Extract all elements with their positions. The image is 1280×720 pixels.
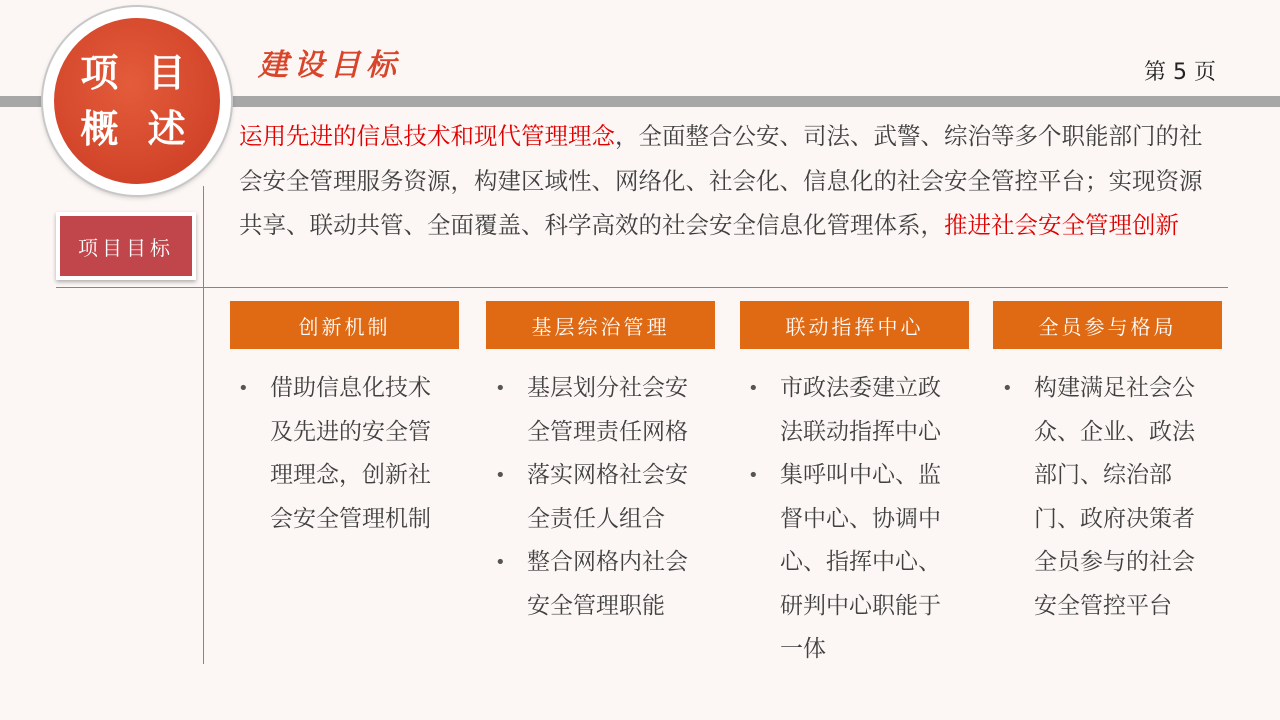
page-title: 建设目标 — [258, 48, 402, 83]
badge-line-1: 项 目 — [80, 50, 194, 95]
side-tab-label: 项目目标 — [60, 216, 192, 276]
side-tab-project-goal[interactable] — [56, 212, 196, 280]
list-item: • 构建满足社会公众、企业、政法部门、综治部门、政府决策者全员参与的社会安全管控平台 — [996, 367, 1196, 628]
list-item: • 市政法委建立政法联动指挥中心 — [742, 367, 942, 454]
intro-highlight-start: 运用先进的信息技术和现代管理理念 — [239, 122, 615, 150]
list-item: • 集呼叫中心、监督中心、协调中心、指挥中心、研判中心职能于一体 — [742, 454, 942, 672]
list-item: • 基层划分社会安全管理责任网格 — [489, 367, 689, 454]
column-list-innovation — [232, 367, 432, 541]
intro-paragraph — [239, 114, 1209, 248]
list-item: • 整合网格内社会安全管理职能 — [489, 541, 689, 628]
vertical-guide-line — [203, 186, 204, 664]
column-header-command-center: 联动指挥中心 — [740, 301, 969, 349]
page-number: 第 5 页 — [1144, 60, 1216, 85]
column-header-innovation: 创新机制 — [230, 301, 459, 349]
column-list-grassroots — [489, 367, 689, 628]
list-item: • 落实网格社会安全责任人组合 — [489, 454, 689, 541]
column-list-participation — [996, 367, 1196, 628]
column-header-participation: 全员参与格局 — [993, 301, 1222, 349]
badge-line-2: 概 述 — [80, 106, 194, 151]
intro-body: ，全面整合公安、司法、武警、综治等多个职能部门的社会安全管理服务资源，构建区域性、网络化、社会化、信息化的社会安全管控平台；实现资源共享、联动共管、全面覆盖、科学高效的社会安全信息化管理体系， — [239, 122, 1203, 239]
column-header-grassroots: 基层综治管理 — [486, 301, 715, 349]
column-list-command-center — [742, 367, 942, 672]
list-item: • 借助信息化技术及先进的安全管理理念，创新社会安全管理机制 — [232, 367, 432, 541]
section-badge — [54, 18, 220, 184]
horizontal-guide-line — [56, 287, 1228, 288]
intro-highlight-end: 推进社会安全管理创新 — [944, 211, 1179, 239]
